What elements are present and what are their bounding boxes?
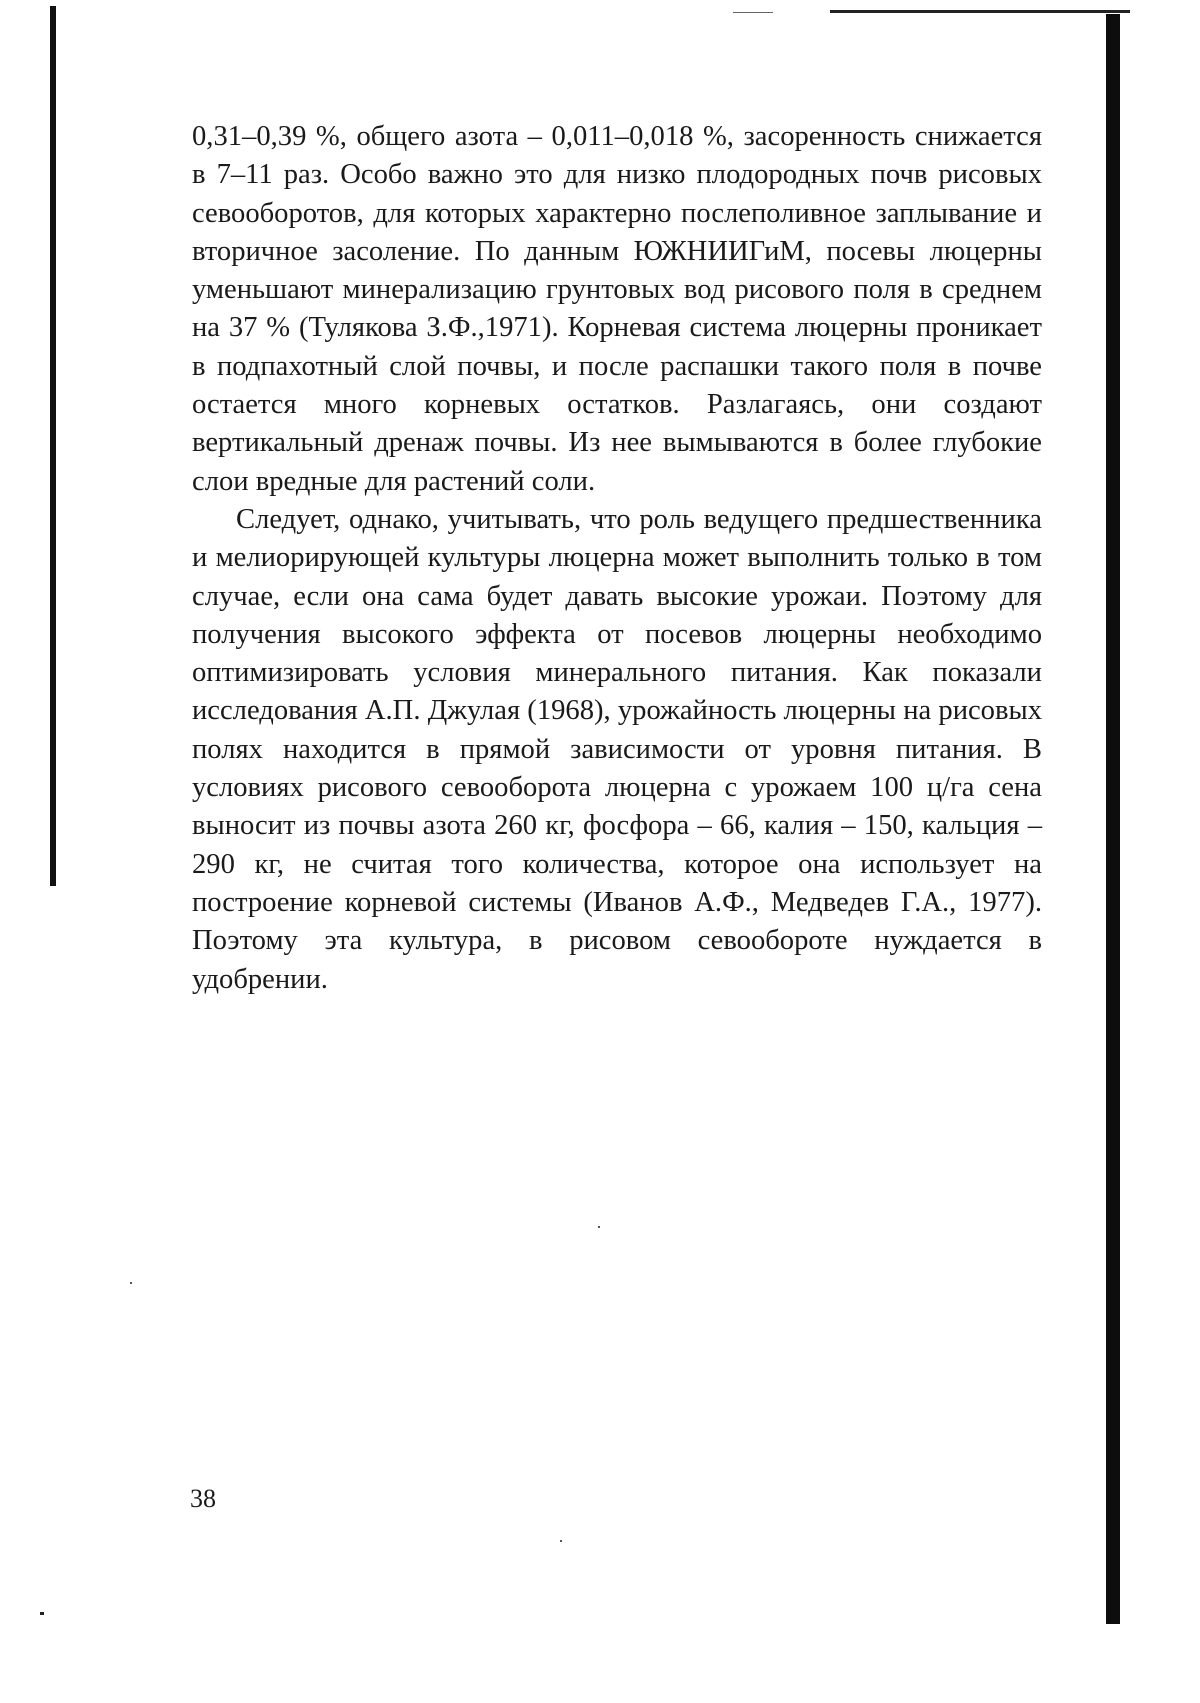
scan-speck bbox=[560, 1540, 562, 1542]
scan-top-dash bbox=[733, 12, 773, 13]
paragraph: Следует, однако, учитывать, что роль ведущего предшественника и мелиорирующей культуры люцерна может выполнить только в том случае, если она сама будет давать высокие урожаи. Поэтому для получения высокого эффекта от посевов люцерны необходимо оптимизировать условия минерального питания. Как показали исследования А.П. Джулая (1968), урожайность люцерны на рисовых полях находится в прямой зависимости от уровня питания. В условиях рисового севооборота люцерна с урожаем 100 ц/га сена выносит из почвы азота 260 кг, фосфора – 66, калия – 150, кальция – 290 кг, не считая того количества, которое она использует на построение корневой системы (Иванов А.Ф., Медведев Г.А., 1977). Поэтому эта культура, в рисовом севообороте нуждается в удобрении. bbox=[192, 503, 1042, 995]
scan-edge-left bbox=[50, 6, 56, 886]
body-text bbox=[192, 118, 1042, 999]
paragraph: 0,31–0,39 %, общего азота – 0,011–0,018 %, засоренность снижается в 7–11 раз. Особо важно это для низко плодородных почв рисовых севооборотов, для которых характерно послеполивное заплывание и вторичное засоление. По данным ЮЖНИИГиМ, посевы люцерны уменьшают минерализацию грунтовых вод рисового поля в среднем на 37 % (Тулякова З.Ф.,1971). Корневая система люцерны проникает в подпахотный слой почвы, и после распашки такого поля в почве остается много корневых остатков. Разлагаясь, они создают вертикальный дренаж почвы. Из нее вымываются в более глубокие слои вредные для растений соли. bbox=[192, 121, 1042, 497]
page-number: 38 bbox=[190, 1484, 216, 1513]
scan-top-rule bbox=[830, 10, 1130, 13]
scan-speck bbox=[598, 1226, 600, 1228]
scan-speck bbox=[130, 1282, 132, 1284]
scan-edge-right bbox=[1106, 14, 1120, 1624]
scan-speck bbox=[40, 1612, 44, 1615]
